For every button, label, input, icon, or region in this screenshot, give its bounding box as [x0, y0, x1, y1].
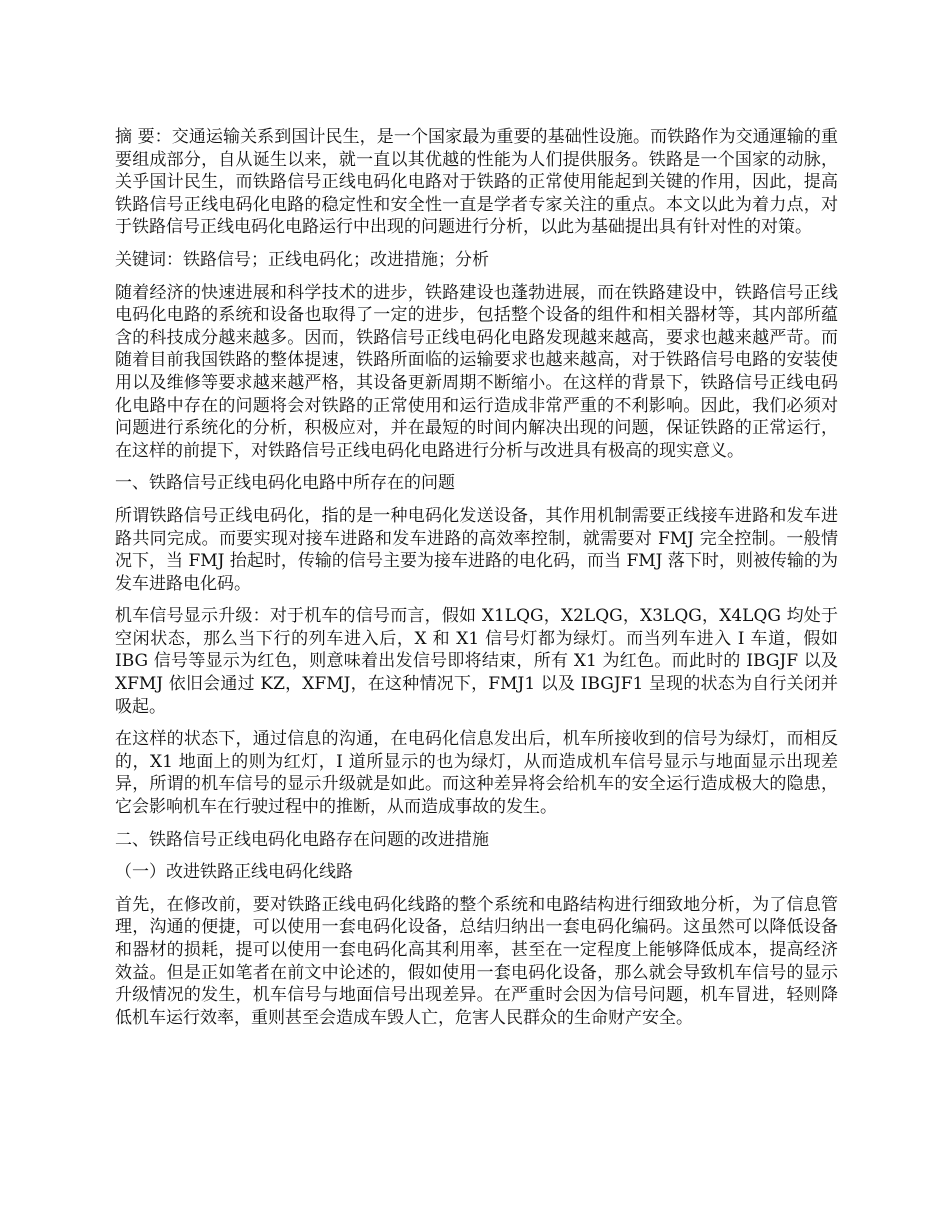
subsection-1-heading: （一）改进铁路正线电码化线路 [115, 862, 353, 883]
section-1-paragraph-1: 所谓铁路信号正线电码化，指的是一种电码化发送设备，其作用机制需要正线接车进路和发车进路共同完成。而要实现对接车进路和发车进路的高效率控制，就需要对 FMJ 完全控制。一般情况下，当 FMJ 抬起时，传输的信号主要为接车进路的电化码，而当 FMJ 落下时，则被传输的为发车进路电化码。 [115, 505, 838, 594]
keywords-paragraph: 关键词：铁路信号；正线电码化；改进措施；分析 [115, 249, 489, 270]
intro-paragraph: 随着经济的快速进展和科学技术的进步，铁路建设也蓬勃进展，而在铁路建设中，铁路信号正线电码化电路的系统和设备也取得了一定的进步，包括整个设备的组件和相关器材等，其内部所蕴含的科技成分越来越多。因而，铁路信号正线电码化电路发现越来越高，要求也越来越严苛。而随着目前我国铁路的整体提速，铁路所面临的运输要求也越来越高，对于铁路信号电路的安装使用以及维修等要求越来越严格，其设备更新周期不断缩小。在这样的背景下，铁路信号正线电码化电路中存在的问题将会对铁路的正常使用和运行造成非常严重的不利影响。因此，我们必须对问题进行系统化的分析，积极应对，并在最短的时间内解决出现的问题，保证铁路的正常运行，在这样的前提下，对铁路信号正线电码化电路进行分析与改进具有极高的现实意义。 [115, 282, 838, 461]
subsection-1-paragraph-1: 首先，在修改前，要对铁路正线电码化线路的整个系统和电路结构进行细致地分析，为了信息管理，沟通的便捷，可以使用一套电码化设备，总结归纳出一套电码化编码。这虽然可以降低设备和器材的损耗，提可以使用一套电码化高其利用率，甚至在一定程度上能够降低成本，提高经济效益。但是正如笔者在前文中论述的，假如使用一套电码化设备，那么就会导致机车信号的显示升级情况的发生，机车信号与地面信号出现差异。在严重时会因为信号问题，机车冒进，轻则降低机车运行效率，重则甚至会造成车毁人亡，危害人民群众的生命财产安全。 [115, 894, 838, 1028]
section-1-paragraph-2: 机车信号显示升级：对于机车的信号而言，假如 X1LQG，X2LQG，X3LQG，X4LQG 均处于空闲状态，那么当下行的列车进入后，X 和 X1 信号灯都为绿灯。而当列车进入 I 车道，假如 IBG 信号等显示为红色，则意味着出发信号即将结束，所有 X1 为红色。而此时的 IBGJF 以及 XFMJ 依旧会通过 KZ，XFMJ，在这种情况下，FMJ1 以及 IBGJF1 呈现的状态为自行关闭并吸起。 [115, 606, 838, 717]
section-1-paragraph-3: 在这样的状态下，通过信息的沟通，在电码化信息发出后，机车所接收到的信号为绿灯，而相反的，X1 地面上的则为红灯，I 道所显示的也为绿灯，从而造成机车信号显示与地面显示出现差异，所谓的机车信号的显示升级就是如此。而这种差异将会给机车的安全运行造成极大的隐患，它会影响机车在行驶过程中的推断，从而造成事故的发生。 [115, 729, 838, 818]
section-1-heading: 一、铁路信号正线电码化电路中所存在的问题 [115, 473, 455, 494]
section-2-heading: 二、铁路信号正线电码化电路存在问题的改进措施 [115, 829, 489, 850]
abstract-paragraph: 摘 要：交通运输关系到国计民生，是一个国家最为重要的基础性设施。而铁路作为交通運输的重要组成部分，自从诞生以来，就一直以其优越的性能为人们提供服务。铁路是一个国家的动脉，关乎国计民生，而铁路信号正线电码化电路对于铁路的正常使用能起到关键的作用，因此，提高铁路信号正线电码化电路的稳定性和安全性一直是学者专家关注的重点。本文以此为着力点，对于铁路信号正线电码化电路运行中出现的问题进行分析，以此为基础提出具有针对性的对策。 [115, 127, 838, 238]
document-page [115, 126, 838, 1039]
